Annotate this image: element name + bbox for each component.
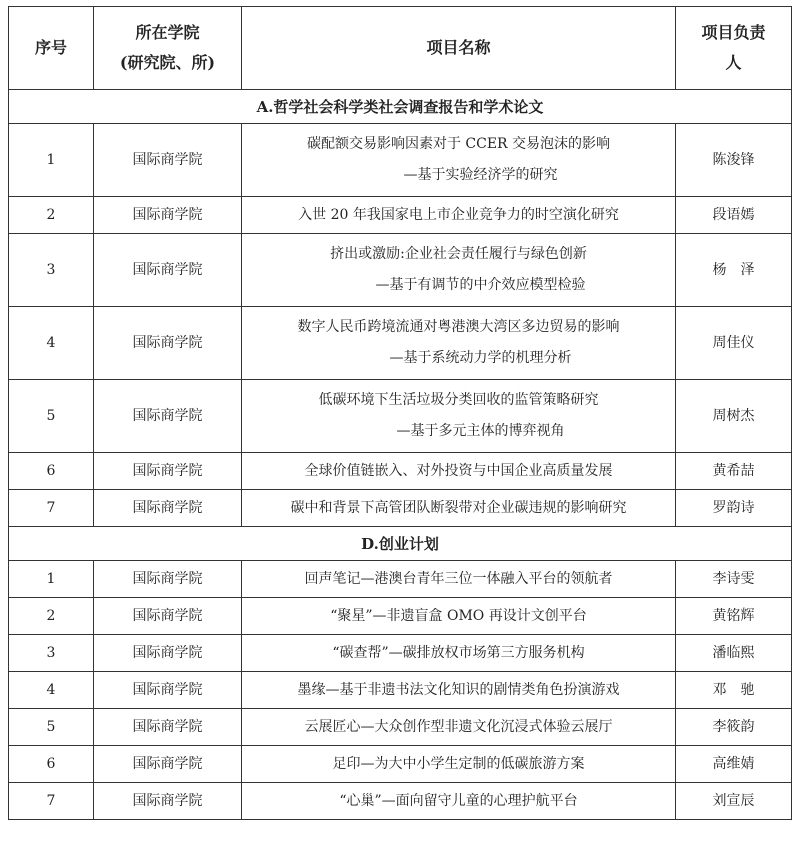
header-row <box>9 7 792 90</box>
row-college: 国际商学院 <box>94 561 242 598</box>
row-project-name <box>242 307 676 380</box>
project-table <box>8 6 792 820</box>
project-title: 挤出或激励:企业社会责任履行与绿色创新 <box>330 246 587 263</box>
row-leader: 刘宣辰 <box>676 783 792 820</box>
row-project-name <box>242 124 676 197</box>
row-number: 3 <box>9 635 94 672</box>
row-number: 1 <box>9 561 94 598</box>
header-leader <box>676 7 792 90</box>
project-title: 回声笔记—港澳台青年三位一体融入平台的领航者 <box>304 570 613 587</box>
section-title: A.哲学社会科学类社会调查报告和学术论文 <box>9 90 792 124</box>
project-title: 低碳环境下生活垃圾分类回收的监管策略研究 <box>318 392 599 409</box>
row-number: 7 <box>9 783 94 820</box>
project-subtitle: —基于系统动力学的机理分析 <box>389 350 572 366</box>
project-title: 数字人民币跨境流通对粤港澳大湾区多边贸易的影响 <box>297 319 620 336</box>
project-subtitle: —基于有调节的中介效应模型检验 <box>375 277 586 293</box>
project-title: 全球价值链嵌入、对外投资与中国企业高质量发展 <box>304 462 613 479</box>
row-number: 2 <box>9 197 94 234</box>
row-number: 6 <box>9 746 94 783</box>
project-title: 云展匠心—大众创作型非遗文化沉浸式体验云展厅 <box>304 718 613 735</box>
row-number: 3 <box>9 234 94 307</box>
row-college: 国际商学院 <box>94 635 242 672</box>
header-project-name: 项目名称 <box>242 7 676 90</box>
header-leader-line1: 项目负责 <box>701 22 766 42</box>
project-title: 碳配额交易影响因素对于 CCER 交易泡沫的影响 <box>306 136 611 153</box>
row-leader: 周树杰 <box>676 380 792 453</box>
row-college: 国际商学院 <box>94 672 242 709</box>
section-title: D.创业计划 <box>9 527 792 561</box>
row-number: 2 <box>9 598 94 635</box>
row-leader: 邓 驰 <box>676 672 792 709</box>
project-subtitle: —基于多元主体的博弈视角 <box>396 423 565 439</box>
row-leader: 高维婧 <box>676 746 792 783</box>
section-d-title-row <box>9 527 792 561</box>
row-project-name <box>242 380 676 453</box>
row-number: 7 <box>9 490 94 527</box>
row-number: 5 <box>9 380 94 453</box>
row-leader: 李诗雯 <box>676 561 792 598</box>
project-title: 入世 20 年我国家电上市企业竞争力的时空演化研究 <box>298 206 619 223</box>
row-leader: 罗韵诗 <box>676 490 792 527</box>
table-row <box>9 453 792 490</box>
header-college-line1: 所在学院 <box>135 22 200 42</box>
project-subtitle: —基于实验经济学的研究 <box>403 167 558 183</box>
project-title: “碳查帮”—碳排放权市场第三方服务机构 <box>332 644 585 661</box>
row-project-name <box>242 197 676 234</box>
header-leader-line2: 人 <box>725 53 742 72</box>
row-number: 4 <box>9 672 94 709</box>
table-row <box>9 307 792 380</box>
row-project-name <box>242 490 676 527</box>
row-college: 国际商学院 <box>94 783 242 820</box>
row-leader: 黄铭辉 <box>676 598 792 635</box>
row-number: 5 <box>9 709 94 746</box>
table-row <box>9 234 792 307</box>
row-leader: 陈浚锋 <box>676 124 792 197</box>
row-college: 国际商学院 <box>94 234 242 307</box>
project-title: 墨缘—基于非遗书法文化知识的剧情类角色扮演游戏 <box>297 681 620 698</box>
row-project-name <box>242 453 676 490</box>
row-project-name <box>242 635 676 672</box>
row-project-name <box>242 234 676 307</box>
table-row <box>9 709 792 746</box>
header-college-line2: (研究院、所) <box>119 53 216 72</box>
table-row <box>9 490 792 527</box>
table-row <box>9 124 792 197</box>
table-row <box>9 672 792 709</box>
project-title: 足印—为大中小学生定制的低碳旅游方案 <box>332 755 585 772</box>
row-leader: 潘临熙 <box>676 635 792 672</box>
row-project-name <box>242 598 676 635</box>
row-project-name <box>242 672 676 709</box>
row-college: 国际商学院 <box>94 598 242 635</box>
table-row <box>9 380 792 453</box>
project-title: “聚星”—非遗盲盒 OMO 再设计文创平台 <box>330 607 587 624</box>
row-college: 国际商学院 <box>94 124 242 197</box>
row-number: 6 <box>9 453 94 490</box>
section-a-title-row <box>9 90 792 124</box>
table-row <box>9 746 792 783</box>
row-college: 国际商学院 <box>94 746 242 783</box>
row-college: 国际商学院 <box>94 709 242 746</box>
row-college: 国际商学院 <box>94 453 242 490</box>
row-project-name <box>242 746 676 783</box>
header-college <box>94 7 242 90</box>
project-title: “心巢”—面向留守儿童的心理护航平台 <box>339 792 578 809</box>
row-leader: 李筱韵 <box>676 709 792 746</box>
header-seq: 序号 <box>9 7 94 90</box>
table-row <box>9 561 792 598</box>
row-college: 国际商学院 <box>94 380 242 453</box>
row-leader: 杨 泽 <box>676 234 792 307</box>
row-college: 国际商学院 <box>94 490 242 527</box>
row-college: 国际商学院 <box>94 307 242 380</box>
row-leader: 段语嫣 <box>676 197 792 234</box>
row-college: 国际商学院 <box>94 197 242 234</box>
row-leader: 黄希喆 <box>676 453 792 490</box>
table-row <box>9 635 792 672</box>
row-project-name <box>242 561 676 598</box>
table-row <box>9 783 792 820</box>
row-number: 1 <box>9 124 94 197</box>
row-project-name <box>242 783 676 820</box>
table-row <box>9 197 792 234</box>
row-leader: 周佳仪 <box>676 307 792 380</box>
row-number: 4 <box>9 307 94 380</box>
table-row <box>9 598 792 635</box>
project-title: 碳中和背景下高管团队断裂带对企业碳违规的影响研究 <box>290 499 627 516</box>
row-project-name <box>242 709 676 746</box>
